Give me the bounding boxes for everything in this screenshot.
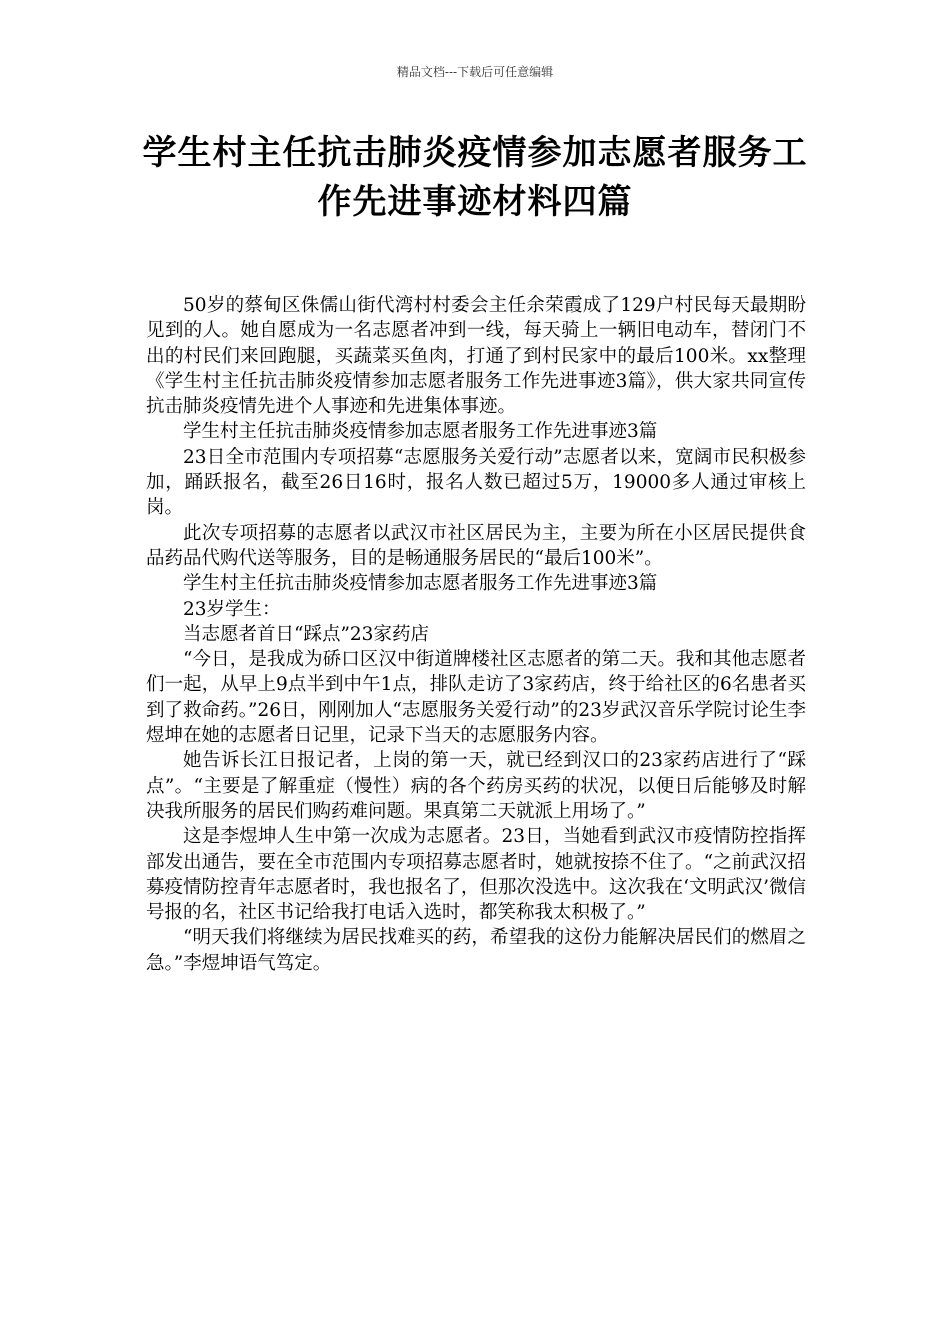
paragraph: 这是李煜坤人生中第一次成为志愿者。23日，当她看到武汉市疫情防控指挥部发出通告，要在全市范围内专项招募志愿者时，她就按捺不住了。“之前武汉招募疫情防控青年志愿者时，我也报名了，但那次没选中。这次我在‘文明武汉’微信号报的名，社区书记给我打电话入选时，都笑称我太积极了。” [146, 826, 806, 924]
document-body [146, 293, 806, 976]
paragraph: “明天我们将继续为居民找难买的药，希望我的这份力能解决居民们的燃眉之急。”李煜坤语气笃定。 [146, 927, 806, 974]
paragraph: “今日，是我成为硚口区汉中街道牌楼社区志愿者的第二天。我和其他志愿者们一起，从早上9点半到中午1点，排队走访了3家药店，终于给社区的6名患者买到了救命药。”26日，刚刚加人“志愿服务关爱行动”的23岁武汉音乐学院讨论生李煜坤在她的志愿者日记里，记录下当天的志愿服务内容。 [146, 649, 806, 747]
paragraph: 23日全市范围内专项招募“志愿服务关爱行动”志愿者以来，宽阔市民积极参加，踊跃报名，截至26日16时，报名人数已超过5万，19000多人通过审核上岗。 [146, 446, 806, 519]
paragraph: 50岁的蔡甸区侏儒山街代湾村村委会主任余荣霞成了129户村民每天最期盼见到的人。她自愿成为一名志愿者冲到一线，每天骑上一辆旧电动车，替闭门不出的村民们来回跑腿，买蔬菜买鱼肉，打通了到村民家中的最后100米。xx整理《学生村主任抗击肺炎疫情参加志愿者服务工作先进事迹3篇》，供大家共同宣传抗击肺炎疫情先进个人事迹和先进集体事迹。 [146, 295, 806, 418]
document-title: 学生村主任抗击肺炎疫情参加志愿者服务工作先进事迹材料四篇 [142, 133, 808, 222]
header-note: 精品文档---下载后可任意编辑 [396, 65, 554, 79]
paragraph: 当志愿者首日“踩点”23家药店 [183, 623, 429, 645]
paragraph: 学生村主任抗击肺炎疫情参加志愿者服务工作先进事迹3篇 [183, 421, 658, 443]
paragraph: 23岁学生： [183, 598, 281, 620]
paragraph: 她告诉长江日报记者，上岗的第一天，就已经到汉口的23家药店进行了“踩点”。“主要是了解重症（慢性）病的各个药房买药的状况，以便日后能够及时解决我所服务的居民们购药难问题。果真第二天就派上用场了。” [146, 750, 806, 822]
paragraph: 此次专项招募的志愿者以武汉市社区居民为主，主要为所在小区居民提供食品药品代购代送等服务，目的是畅通服务居民的“最后100米”。 [146, 522, 806, 569]
paragraph: 学生村主任抗击肺炎疫情参加志愿者服务工作先进事迹3篇 [183, 573, 658, 595]
